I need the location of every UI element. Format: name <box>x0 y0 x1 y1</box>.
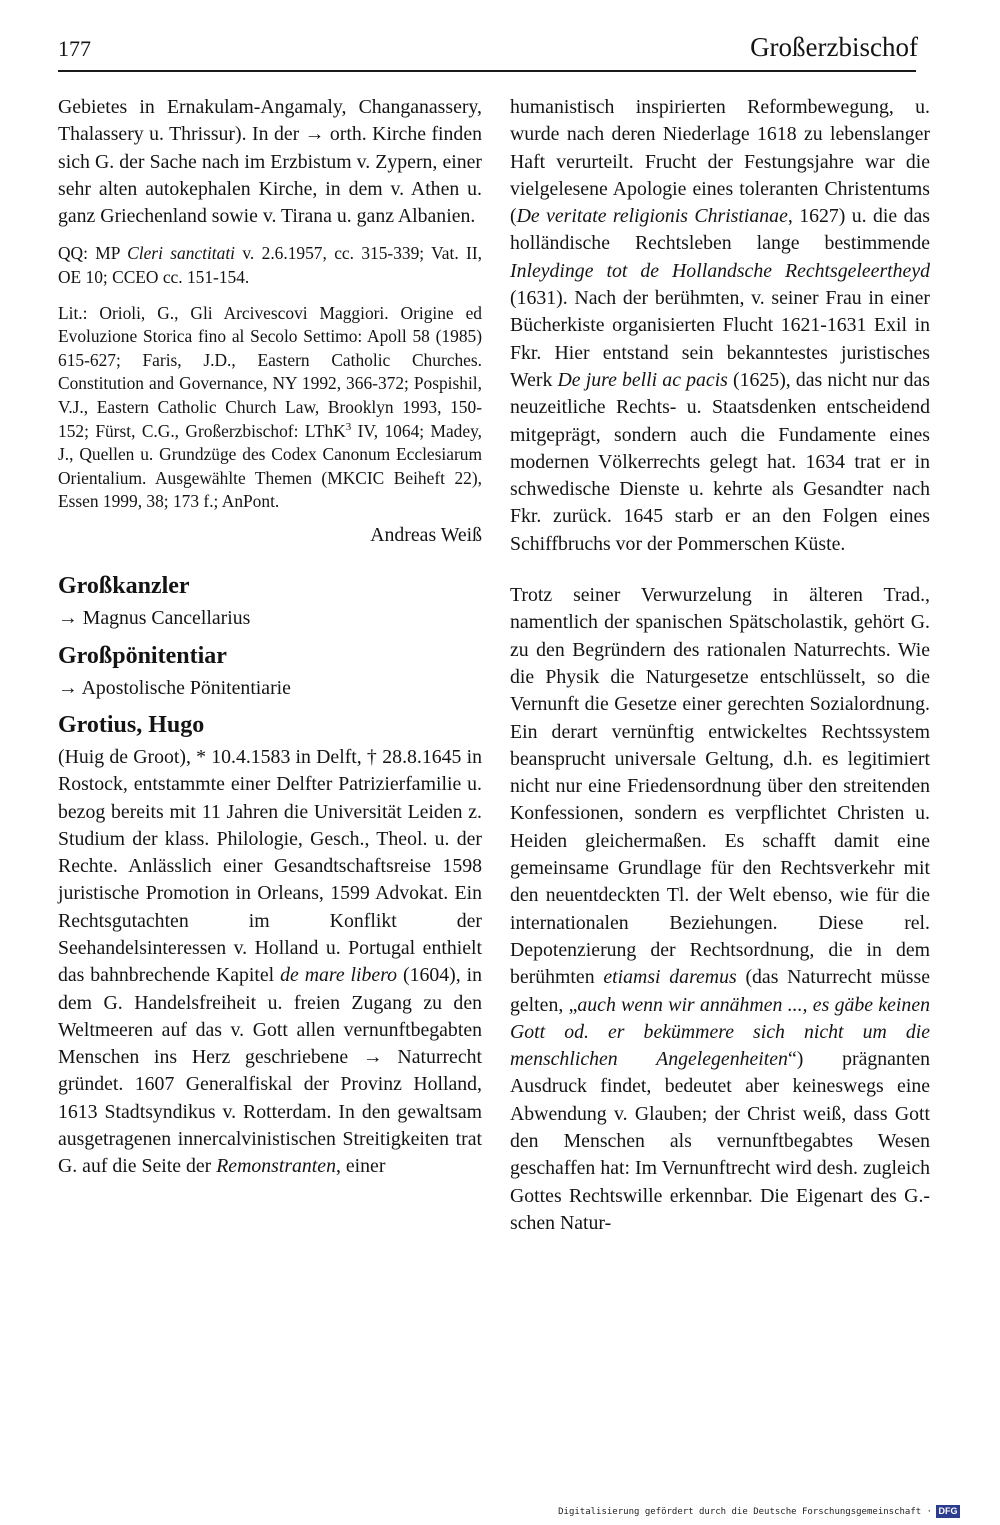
page-header <box>58 30 918 68</box>
header-rule <box>58 70 916 72</box>
literature-paragraph: Lit.: Orioli, G., Gli Arcivescovi Maggiori. Origine ed Evoluzione Storica fino al Secolo Settimo: Apoll 58 (1985) 615-627; Faris, J.D., Eastern Catholic Churches. Constitution and Governance, NY 1992, 366-372; Pospishil, V.J., Eastern Catholic Church Law, Brooklyn 1993, 150-152; Fürst, C.G., Großerzbischof: LThK$^3$ IV, 1064; Madey, J., Quellen u. Grundzüge des Codex Canonum Ecclesiarum Orientalium. Ausgewählte Themen (MKCIC Beiheft 22), Essen 1999, 38; 173 f.; AnPont. <box>58 302 483 512</box>
grotius-paragraph: (Huig de Groot), * 10.4.1583 in Delft, † 28.8.1645 in Rostock, entstammte einer Delfter Patrizierfamilie u. bezog bereits mit 11 Jahren die Universität Leiden z. Studium der klass. Philologie, Gesch., Theol. u. der Rechte. Anlässlich einer Gesandtschaftsreise 1598 juristische Promotion in Orleans, 1599 Advokat. Ein Rechtsgutachten im Konflikt der Seehandelsinteressen v. Holland u. Portugal enthielt das bahnbrechende Kapitel de mare libero (1604), in dem G. Handelsfreiheit u. freien Zugang zu den Weltmeeren auf das v. Gott allen vernunftbegabten Menschen ins Herz geschriebene → Naturrecht gründet. 1607 Generalfiskal der Provinz Holland, 1613 Stadtsyndikus v. Rotterdam. In den gewaltsam ausgetragenen innercalvinistischen Streitigkeiten trat G. auf die Seite der Remonstranten, einer <box>58 745 483 1178</box>
entry-heading-grotius: Grotius, Hugo <box>58 711 205 738</box>
author-signature: Andreas Weiß <box>370 524 482 547</box>
sources-paragraph: QQ: MP Cleri sanctitati v. 2.6.1957, cc. 315-339; Vat. II, OE 10; CCEO cc. 151-154. <box>58 243 482 288</box>
page-number: 177 <box>58 36 91 61</box>
running-head: Großerzbischof <box>750 32 918 62</box>
grotius-biography-paragraph: humanistisch inspirierten Reformbewegung, u. wurde nach deren Niederlage 1618 zu lebenslanger Haft verurteilt. Frucht der Festungsjahre war die vielgelesene Apologie eines toleranten Christentums (De veritate religionis Christianae, 1627) u. die das holländische Rechtsleben lange bestimmende Inleydinge tot de Hollandsche Rechtsgeleertheyd (1631). Nach der berühmten, v. seiner Frau in einer Bücherkiste organisierten Flucht 1621-1631 Exil in Fkr. Hier entstand sein bekanntestes juristisches Werk De jure belli ac pacis (1625), das nicht nur das neuzeitliche Rechts- u. Staatsdenken entscheidend mitgeprägt, sondern auch die Fundamente eines modernen Völkerrechts gelegt hat. 1634 trat er in schwedische Dienste u. kehrte als Gesandter nach Fkr. zurück. 1645 starb er an den Folgen eines Schiffbruchs vor der Pommerschen Küste. <box>510 96 930 555</box>
right-column <box>510 94 930 1237</box>
entry-heading-grosskanzler: Großkanzler <box>58 573 190 600</box>
entry-continuation: Gebietes in Ernakulam-Angamaly, Changanassery, Thalassery u. Thrissur). In der → orth. Kirche finden sich G. der Sache nach im Erzbistum v. Zypern, einer sehr alten autokephalen Kirche, in dem v. Athen u. ganz Griechenland sowie v. Tirana u. ganz Albanien. <box>58 96 482 228</box>
cross-reference-grosskanzler: → Magnus Cancellarius <box>58 607 251 630</box>
cross-reference-grosspoenitentiar: → Apostolische Pönitentiarie <box>58 676 291 699</box>
grotius-natural-law-paragraph: Trotz seiner Verwurzelung in älteren Trad., namentlich der spanischen Spätscholastik, gehört G. zu den Begründern des rationalen Naturrechts. Wie die Physik die Naturgesetze entschlüsselt, so die Vernunft die Gesetze einer gerechten Sozialordnung. Ein derart vernünftig entwickeltes Rechtssystem beansprucht universale Geltung, d.h. es legitimiert nicht nur eine Friedensordnung über den streitenden Konfessionen, sondern es verpflichtet Christen u. Heiden gleichermaßen. Es schafft damit eine gemeinsame Grundlage für den Rechtsverkehr mit den neuentdeckten Tl. der Welt ebenso, wie für die internationalen Beziehungen. Diese rel. Depotenzierung der Rechtsordnung, die in dem berühmten etiamsi daremus (das Naturrecht müsse gelten, „auch wenn wir annähmen ..., es gäbe keinen Gott od. er bekümmere sich nicht um die menschlichen Angelegenheiten“) prägnanten Ausdruck findet, bedeutet aber keineswegs eine Abwendung v. Glauben; der Christ weiß, dass Gott den Menschen als vernunftbegabtes Wesen geschaffen hat: Im Vernunftrecht wird desh. zugleich Gottes Rechtswille erkennbar. Die Eigenart des G.-schen Natur- <box>510 584 930 1234</box>
entry-heading-grosspoenitentiar: Großpönitentiar <box>58 642 227 669</box>
left-column <box>58 94 482 1181</box>
digitization-credit: Digitalisierung gefördert durch die Deutsche Forschungsgemeinschaft · <box>558 1507 932 1517</box>
dfg-logo: DFG <box>936 1505 960 1518</box>
